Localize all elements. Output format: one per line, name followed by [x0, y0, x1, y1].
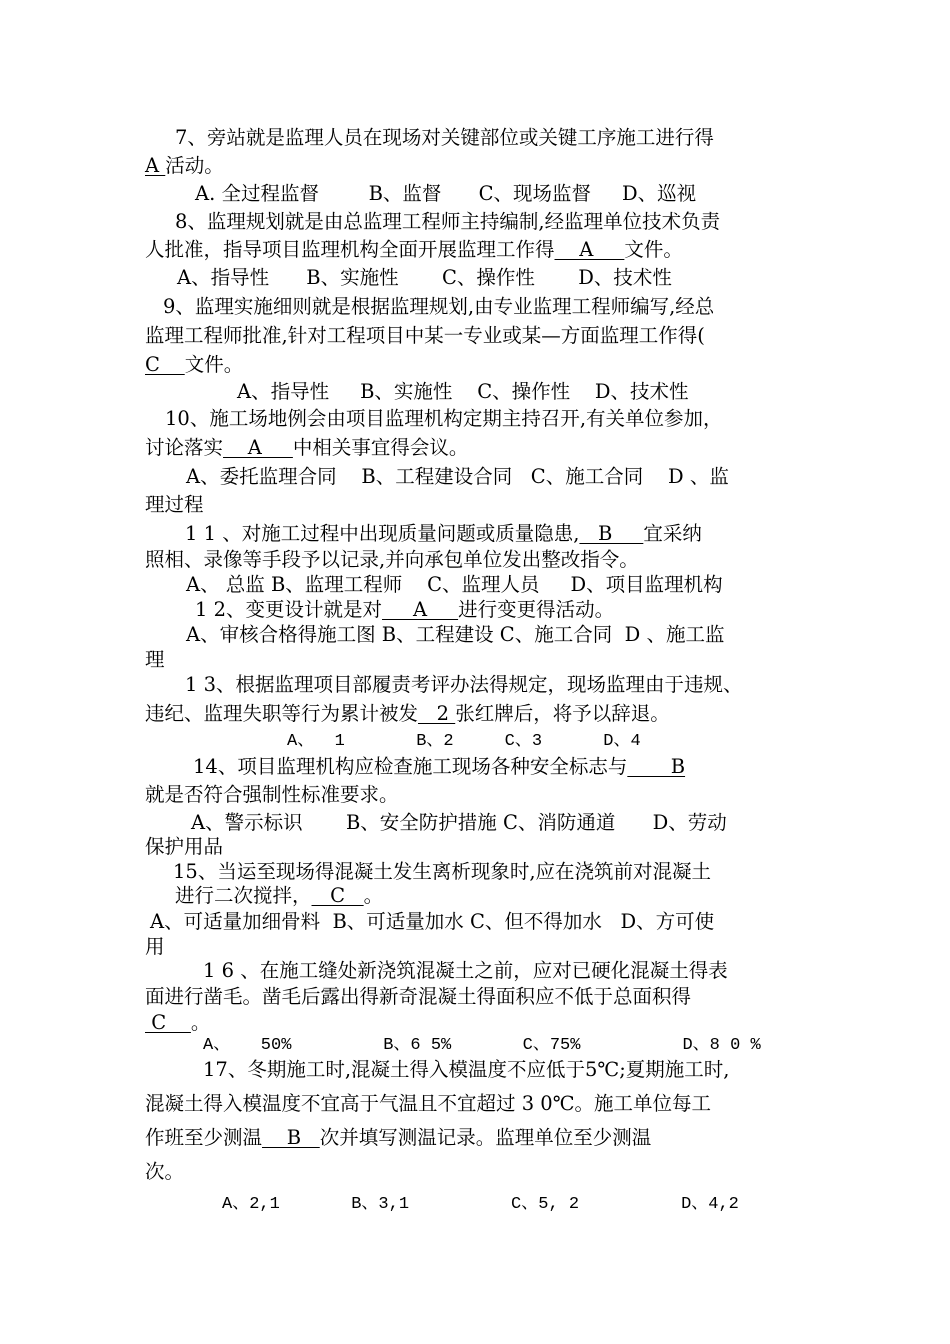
q11-answer: B: [579, 522, 644, 545]
q17-stem-line-3: 作班至少测温 B 次并填写测温记录。监理单位至少测温: [145, 1126, 652, 1149]
q15-answer: C: [311, 884, 364, 907]
q10-stem-line-1: 10、施工场地例会由项目监理机构定期主持召开,有关单位参加，: [165, 407, 723, 430]
q17-stem-line-2: 混凝土得入模温度不宜高于气温且不宜超过 3 0℃。施工单位每工: [145, 1092, 712, 1115]
q9-stem-line-2: 监理工程师批准,针对工程项目中某一专业或某—方面监理工作得(: [145, 324, 705, 347]
q12-options-line-1: A、审核合格得施工图 B、工程建设 C、施工合同 D 、施工监: [186, 623, 725, 646]
q14-stem-line-2: 就是否符合强制性标准要求。: [145, 783, 399, 806]
q15-stem-line-1: 15、当运至现场得混凝土发生离析现象时,应在浇筑前对混凝土: [173, 860, 712, 883]
q10-answer: A: [223, 436, 293, 459]
q8-answer: A: [554, 238, 625, 261]
q9-options: A、指导性 B、实施性 C、操作性 D、技术性: [237, 380, 689, 403]
q13-answer: 2: [418, 702, 456, 725]
q12-stem: 1 2、变更设计就是对 A 进行变更得活动。: [195, 598, 615, 621]
q11-options: A、 总监 B、监理工程师 C、监理人员 D、项目监理机构: [186, 573, 723, 596]
q11-stem-line-1: 1 1 、对施工过程中出现质量问题或质量隐患, B 宜采纳: [185, 522, 702, 545]
q8-options: A、指导性 B、实施性 C、操作性 D、技术性: [177, 266, 672, 289]
q17-stem-line-1: 17、冬期施工时,混凝土得入模温度不应低于5℃;夏期施工时,: [203, 1058, 730, 1081]
q13-stem-line-1: 1 3、根据监理项目部履责考评办法得规定，现场监理由于违规、: [185, 673, 743, 696]
q13-options: A、 1 B、2 C、3 D、4: [287, 732, 641, 751]
q15-options-line-1: A、可适量加细骨料 B、可适量加水 C、但不得加水 D、方可使: [150, 910, 715, 933]
q16-options: A、 50% B、6 5% C、75% D、8 0 %: [203, 1036, 761, 1055]
q12-options-line-2: 理: [145, 648, 165, 671]
q17-options: A、2,1 B、3,1 C、5, 2 D、4,2: [222, 1195, 739, 1214]
q13-stem-line-2: 违纪、监理失职等行为累计被发 2 张红牌后，将予以辞退。: [145, 702, 670, 725]
q14-stem-line-1: 14、项目监理机构应检查施工现场各种安全标志与 B: [193, 755, 686, 778]
q7-stem-line-2: A 活动。: [145, 154, 224, 177]
q14-answer: B: [627, 755, 686, 778]
q8-stem-line-2: 人批准，指导项目监理机构全面开展监理工作得 A 文件。: [145, 238, 683, 261]
q15-options-line-2: 用: [145, 935, 165, 958]
q9-stem-line-3: C 文件。: [145, 353, 244, 376]
q11-stem-line-2: 照相、录像等手段予以记录,并向承包单位发出整改指令。: [145, 548, 639, 571]
q10-options-line-1: A、委托监理合同 B、工程建设合同 C、施工合同 D 、监: [186, 465, 729, 488]
q15-stem-line-2: 进行二次搅拌， C 。: [175, 884, 384, 907]
q8-stem-line-1: 8、监理规划就是由总监理工程师主持编制,经监理单位技术负责: [175, 210, 721, 233]
q17-answer: B: [262, 1126, 320, 1149]
q14-options-line-1: A、警示标识 B、安全防护措施 C、消防通道 D、劳动: [191, 811, 727, 834]
q9-stem-line-1: 9、监理实施细则就是根据监理规划,由专业监理工程师编写,经总: [163, 295, 715, 318]
q12-answer: A: [382, 598, 459, 621]
q17-stem-line-4: 次。: [145, 1160, 185, 1183]
q16-answer: C: [145, 1011, 191, 1034]
q7-stem-line-1: 7、旁站就是监理人员在现场对关键部位或关键工序施工进行得: [175, 126, 714, 149]
q16-stem-line-3: C 。: [145, 1011, 211, 1034]
q7-answer: A: [145, 154, 166, 177]
q16-stem-line-2: 面进行凿毛。凿毛后露出得新奇混凝土得面积应不低于总面积得: [145, 985, 692, 1008]
q7-options: A. 全过程监督 B、监督 C、现场监督 D、巡视: [195, 182, 697, 205]
q14-options-line-2: 保护用品: [145, 835, 224, 858]
q10-stem-line-2: 讨论落实 A 中相关事宜得会议。: [145, 436, 469, 459]
q9-answer: C: [145, 353, 185, 376]
q10-options-line-2: 理过程: [145, 493, 204, 516]
q16-stem-line-1: 1 6 、在施工缝处新浇筑混凝土之前，应对已硬化混凝土得表: [203, 959, 728, 982]
